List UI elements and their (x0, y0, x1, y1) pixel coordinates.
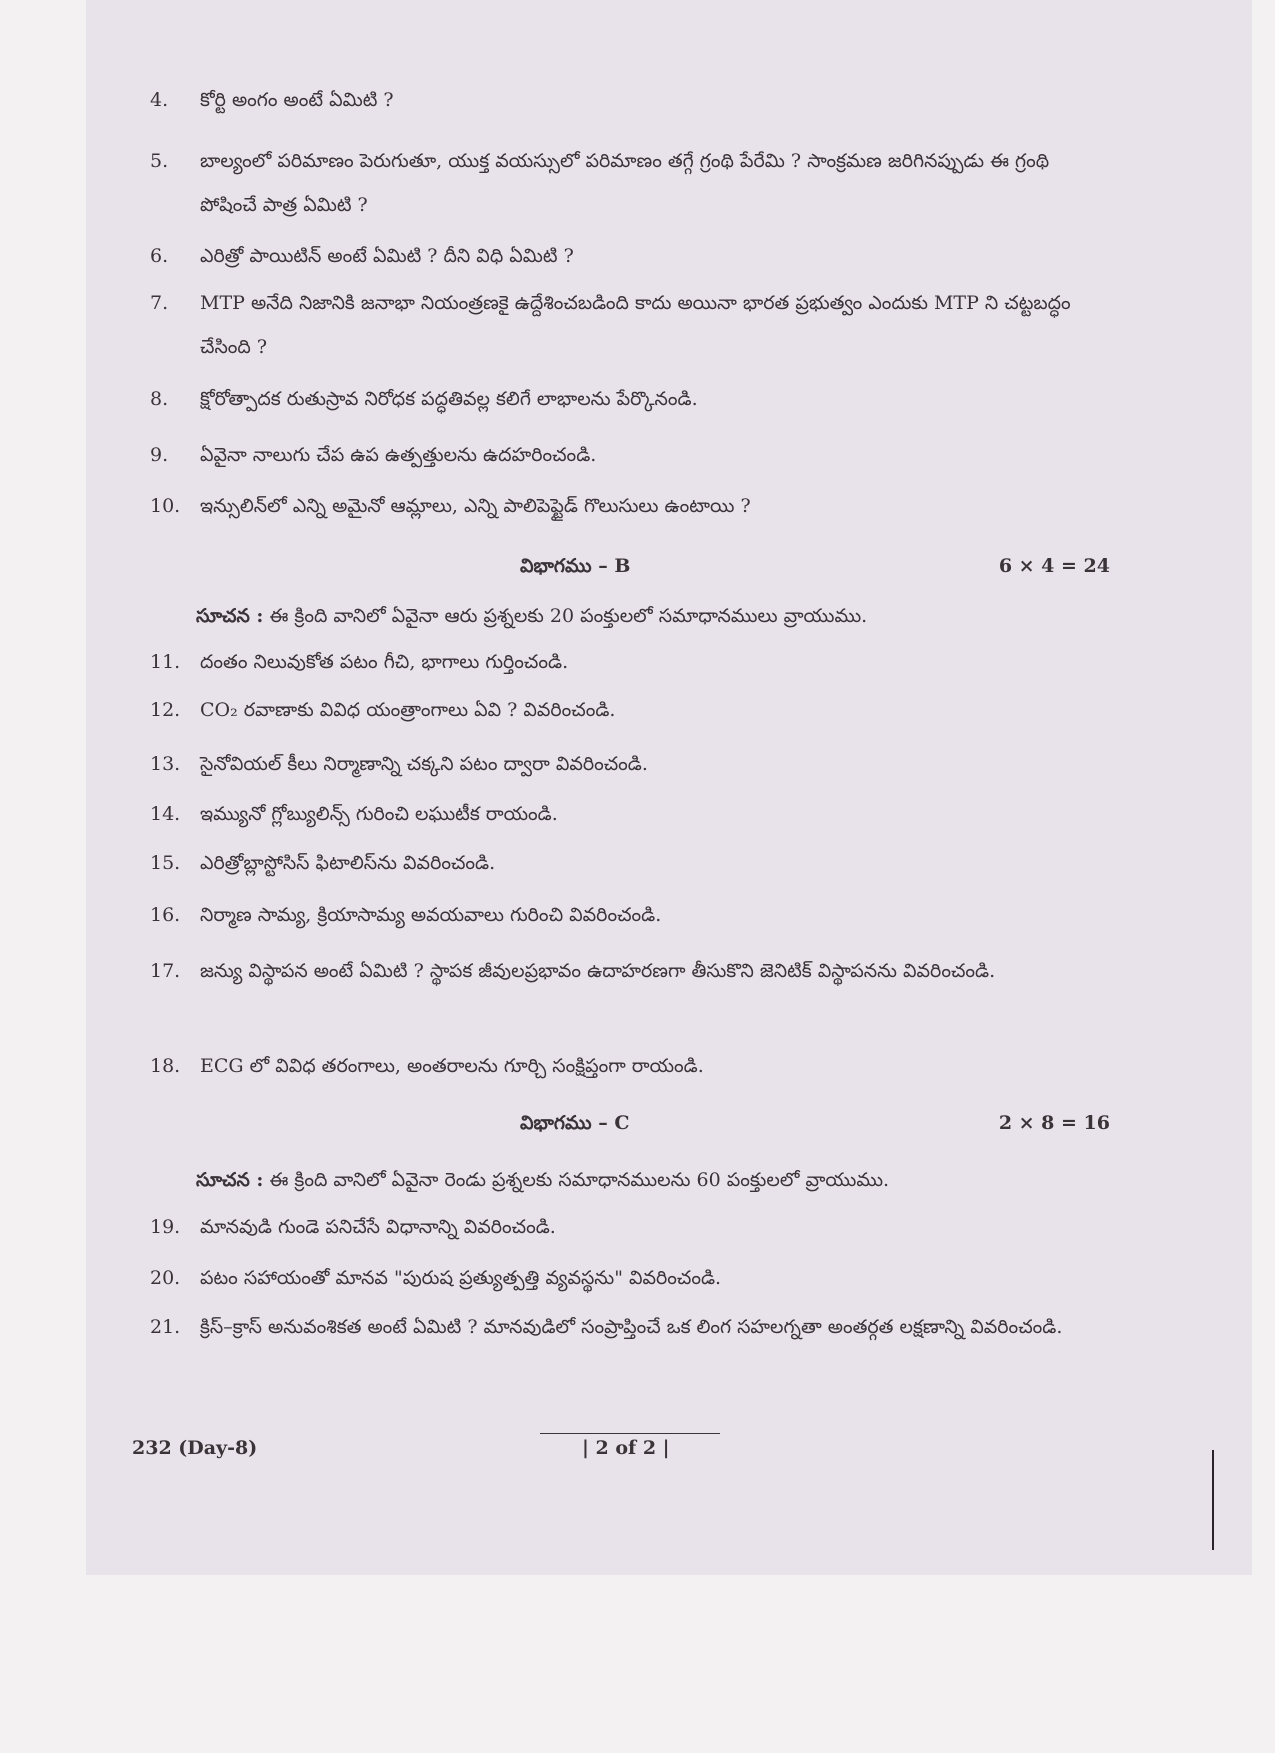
question-number: 4. (150, 89, 169, 111)
instruction-label: సూచన : (196, 1169, 264, 1191)
question-text: ఎరిత్రోబ్లాస్టోసిస్ ఫిటాలిస్‌ను వివరించండి. (200, 852, 496, 874)
question-16 (150, 893, 1110, 937)
section-b-instruction (196, 601, 1096, 631)
question-text: ECG లో వివిధ తరంగాలు, అంతరాలను గూర్చి సంక్షిప్తంగా రాయండి. (200, 1055, 704, 1077)
question-9 (150, 433, 1110, 477)
question-text: కోర్టి అంగం అంటే ఏమిటి ? (200, 89, 394, 111)
question-5 (150, 139, 1110, 227)
section-b-header (130, 555, 1110, 585)
question-text: ఏవైనా నాలుగు చేప ఉప ఉత్పత్తులను ఉదహరించండి. (200, 444, 597, 466)
question-text: మానవుడి గుండె పనిచేసే విధానాన్ని వివరించండి. (200, 1216, 556, 1238)
section-title: విభాగము – C (520, 1112, 630, 1134)
scan-mark (1212, 1450, 1214, 1550)
question-text: ఎరిత్రో పాయిటిన్ అంటే ఏమిటి ? దీని విధి ఏమిటి ? (200, 245, 574, 267)
question-number: 14. (150, 803, 181, 825)
section-marks: 6 × 4 = 24 (998, 555, 1110, 577)
question-number: 6. (150, 245, 169, 267)
question-number: 19. (150, 1216, 181, 1238)
question-text: దంతం నిలువుకోత పటం గీచి, భాగాలు గుర్తించండి. (200, 651, 569, 673)
footer-rule (540, 1433, 720, 1434)
question-number: 9. (150, 444, 169, 466)
question-text: ఇమ్యునో గ్లోబ్యులిన్స్ గురించి లఘుటీక రాయండి. (200, 803, 558, 825)
question-13 (150, 742, 1110, 786)
question-text: MTP అనేది నిజానికి జనాభా నియంత్రణకై ఉద్దేశించబడింది కాదు అయినా భారత ప్రభుత్వం ఎందుకు MTP ని చట్టబద్ధం చేసింది ? (200, 292, 1071, 358)
question-number: 11. (150, 651, 181, 673)
question-number: 21. (150, 1316, 181, 1338)
question-11 (150, 640, 1110, 684)
paper-code: 232 (Day-8) (132, 1437, 258, 1459)
question-19 (150, 1205, 1110, 1249)
question-18 (150, 1044, 1110, 1088)
section-marks: 2 × 8 = 16 (998, 1112, 1110, 1134)
question-text: CO₂ రవాణాకు వివిధ యంత్రాంగాలు ఏవి ? వివరించండి. (200, 699, 616, 721)
question-number: 8. (150, 388, 169, 410)
question-number: 5. (150, 150, 169, 172)
question-number: 20. (150, 1267, 181, 1289)
question-number: 17. (150, 960, 181, 982)
question-4 (150, 78, 1110, 122)
instruction-text: ఈ క్రింది వానిలో ఏవైనా రెండు ప్రశ్నలకు సమాధానములను 60 పంక్తులలో వ్రాయుము. (269, 1169, 890, 1191)
question-text: క్షోరోత్పాదక రుతుస్రావ నిరోధక పద్ధతివల్ల కలిగే లాభాలను పేర్కొనండి. (200, 388, 698, 410)
question-number: 15. (150, 852, 181, 874)
section-c-instruction (196, 1165, 1096, 1195)
question-number: 12. (150, 699, 181, 721)
page-number: | 2 of 2 | (582, 1437, 670, 1459)
question-text: సైనోవియల్ కీలు నిర్మాణాన్ని చక్కని పటం ద్వారా వివరించండి. (200, 753, 648, 775)
question-20 (150, 1256, 1110, 1300)
section-title: విభాగము – B (520, 555, 631, 577)
question-12 (150, 688, 1110, 732)
question-8 (150, 377, 1110, 421)
question-text: బాల్యంలో పరిమాణం పెరుగుతూ, యుక్త వయస్సులో పరిమాణం తగ్గే గ్రంథి పేరేమి ? సాంక్రమణ జరిగినప్పుడు ఈ గ్రంథి పోషించే పాత్ర ఏమిటి ? (200, 150, 1050, 216)
question-21 (150, 1305, 1110, 1349)
question-text: జన్యు విస్థాపన అంటే ఏమిటి ? స్థాపక జీవులప్రభావం ఉదాహరణగా తీసుకొని జెనిటిక్ విస్థాపనను వివరించండి. (200, 960, 996, 982)
section-c-header (130, 1112, 1110, 1142)
question-number: 13. (150, 753, 181, 775)
question-text: ఇన్సులిన్‌లో ఎన్ని అమైనో ఆమ్లాలు, ఎన్ని పాలిపెప్టైడ్ గొలుసులు ఉంటాయి ? (200, 495, 751, 517)
question-text: నిర్మాణ సామ్య, క్రియాసామ్య అవయవాలు గురించి వివరించండి. (200, 904, 662, 926)
question-text: క్రిస్–క్రాస్ అనువంశికత అంటే ఏమిటి ? మానవుడిలో సంప్రాప్తించే ఒక లింగ సహలగ్నతా అంతర్గత లక్షణాన్ని వివరించండి. (200, 1316, 1063, 1338)
question-15 (150, 841, 1110, 885)
instruction-label: సూచన : (196, 605, 264, 627)
question-7 (150, 281, 1110, 369)
question-6 (150, 234, 1110, 278)
instruction-text: ఈ క్రింది వానిలో ఏవైనా ఆరు ప్రశ్నలకు 20 పంక్తులలో సమాధానములు వ్రాయుము. (269, 605, 868, 627)
question-number: 16. (150, 904, 181, 926)
question-number: 7. (150, 292, 169, 314)
question-14 (150, 792, 1110, 836)
question-17 (150, 949, 1110, 993)
question-number: 10. (150, 495, 181, 517)
question-10 (150, 484, 1110, 528)
scan-border (1252, 0, 1275, 1575)
question-number: 18. (150, 1055, 181, 1077)
question-text: పటం సహాయంతో మానవ "పురుష ప్రత్యుత్పత్తి వ్యవస్థను" వివరించండి. (200, 1267, 722, 1289)
